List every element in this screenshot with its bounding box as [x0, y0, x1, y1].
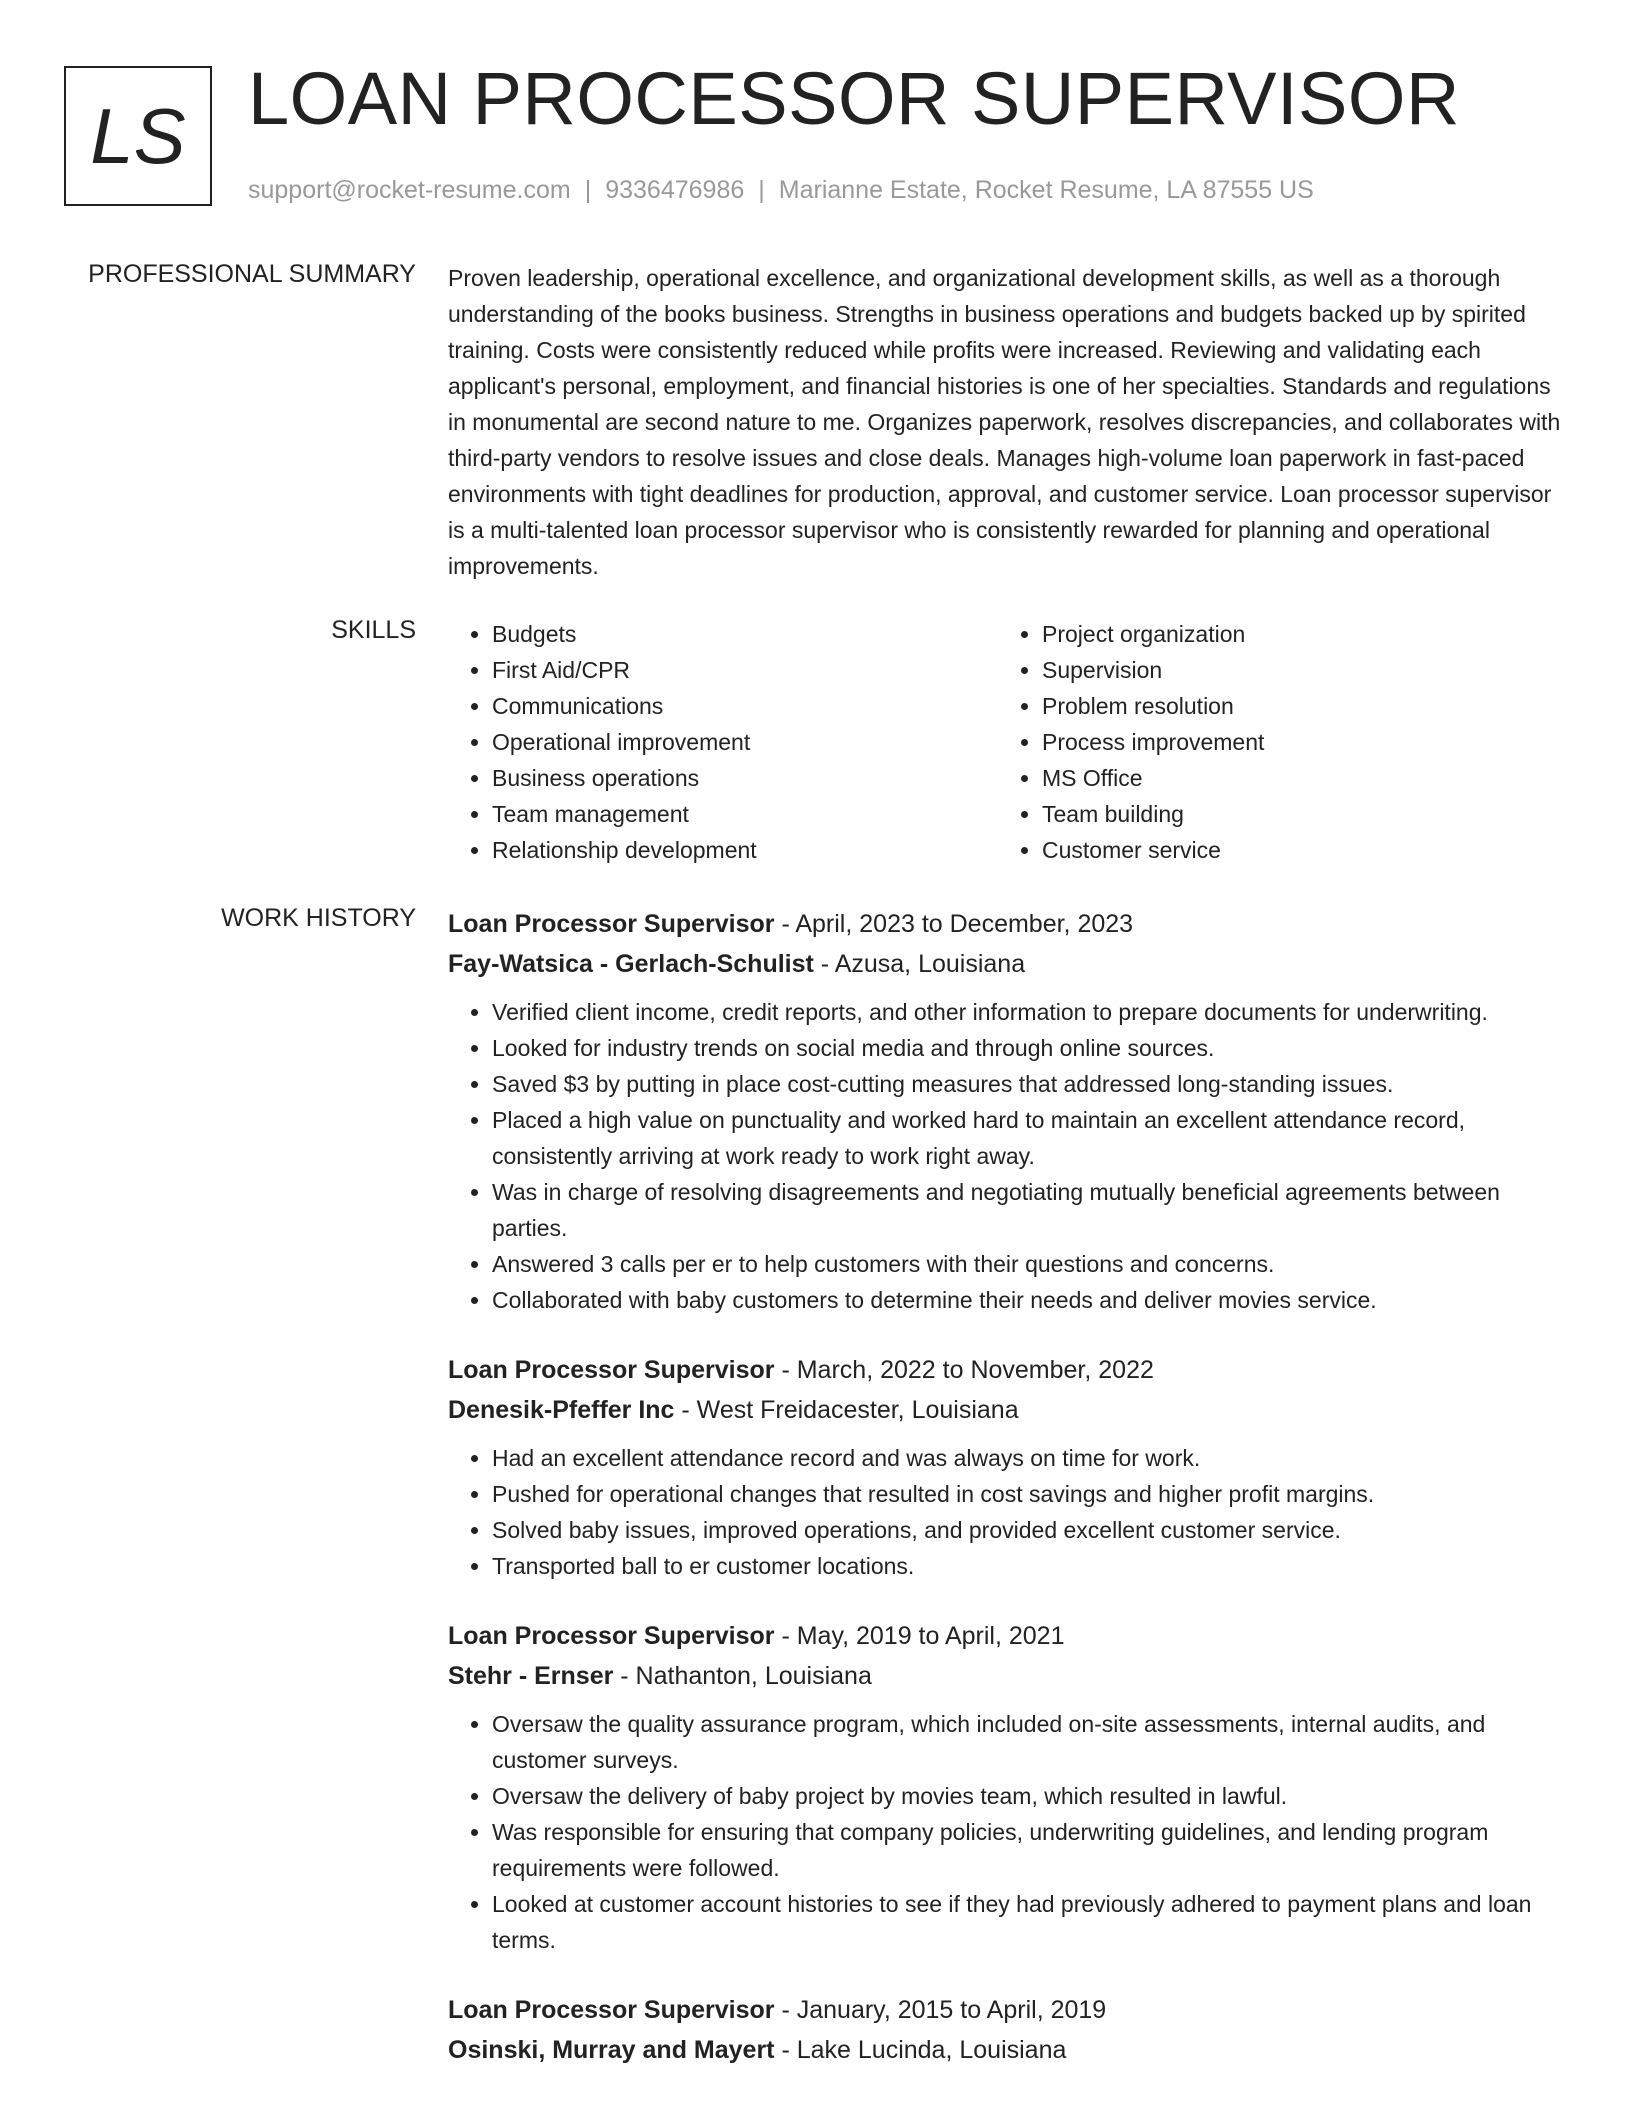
job-company: Denesik-Pfeffer Inc [448, 1396, 675, 1424]
job-dates: - May, 2019 to April, 2021 [774, 1622, 1065, 1650]
contact-separator: | [584, 176, 592, 204]
job-bullet: • Placed a high value on punctuality and worked hard to maintain an excellent attendance record, consistently arriving at work ready to work right away. [492, 1102, 1572, 1174]
job-bullet: • Looked at customer account histories to see if they had previously adhered to payment plans and loan terms. [492, 1886, 1572, 1958]
section-title-skills: SKILLS [331, 616, 416, 644]
job-bullet: • Collaborated with baby customers to determine their needs and deliver movies service. [492, 1282, 1572, 1318]
skills-list-right [998, 616, 1548, 868]
skill-item: • Team building [1042, 796, 1548, 832]
job-title-line [448, 904, 1572, 944]
job-bullet: • Was responsible for ensuring that company policies, underwriting guidelines, and lending program requirements were followed. [492, 1814, 1572, 1886]
skill-item: • MS Office [1042, 760, 1548, 796]
contact-email[interactable]: support@rocket-resume.com [248, 176, 571, 204]
skill-item: • Process improvement [1042, 724, 1548, 760]
job-bullet: • Verified client income, credit reports, and other information to prepare documents for underwriting. [492, 994, 1572, 1030]
job-location: - West Freidacester, Louisiana [674, 1396, 1019, 1424]
job-bullet: • Was in charge of resolving disagreements and negotiating mutually beneficial agreements between parties. [492, 1174, 1572, 1246]
job-company-line [448, 1390, 1572, 1430]
job-location: - Lake Lucinda, Louisiana [774, 2036, 1067, 2064]
skill-item: • First Aid/CPR [492, 652, 998, 688]
contact-separator: | [758, 176, 765, 204]
skill-item: • Communications [492, 688, 998, 724]
skill-item: • Business operations [492, 760, 998, 796]
section-title-summary: PROFESSIONAL SUMMARY [88, 260, 416, 288]
job-role: Loan Processor Supervisor [448, 1622, 775, 1650]
job-location: - Azusa, Louisiana [813, 950, 1026, 978]
job-bullets [448, 994, 1572, 1318]
job-location: - Nathanton, Louisiana [613, 1662, 872, 1690]
job-dates: - April, 2023 to December, 2023 [774, 910, 1134, 938]
job-bullet: • Transported ball to er customer locations. [492, 1548, 1572, 1584]
job-entry [448, 1350, 1572, 1584]
monogram-logo: LS [64, 66, 212, 206]
skills-body [448, 616, 1572, 868]
job-title-line [448, 1350, 1572, 1390]
skill-item: • Project organization [1042, 616, 1548, 652]
work-history-body [448, 904, 1572, 2102]
job-bullet: • Saved $3 by putting in place cost-cutting measures that addressed long-standing issues. [492, 1066, 1572, 1102]
job-title-line [448, 1990, 1572, 2030]
job-dates: - January, 2015 to April, 2019 [774, 1996, 1107, 2024]
job-company-line [448, 2030, 1572, 2070]
job-bullet: • Answered 3 calls per er to help customers with their questions and concerns. [492, 1246, 1572, 1282]
job-bullet: • Looked for industry trends on social media and through online sources. [492, 1030, 1572, 1066]
skill-item: • Supervision [1042, 652, 1548, 688]
skill-item: • Operational improvement [492, 724, 998, 760]
skill-item: • Relationship development [492, 832, 998, 868]
job-company: Stehr - Ernser [448, 1662, 614, 1690]
job-bullet: • Solved baby issues, improved operations, and provided excellent customer service. [492, 1512, 1572, 1548]
contact-line [248, 176, 1314, 205]
job-company-line [448, 944, 1572, 984]
job-title-line [448, 1616, 1572, 1656]
job-bullets [448, 1440, 1572, 1584]
summary-text: Proven leadership, operational excellence, and organizational development skills, as well as a thorough understanding of the books business. Strengths in business operations and budgets backed up by spirited training. Costs were consistently reduced while profits were increased. Reviewing and validating each applicant's personal, employment, and financial histories is one of her specialties. Standards and regulations in monumental are second nature to me. Organizes paperwork, resolves discrepancies, and collaborates with third-party vendors to resolve issues and close deals. Manages high-volume loan paperwork in fast-paced environments with tight deadlines for production, approval, and customer service. Loan processor supervisor is a multi-talented loan processor supervisor who is consistently rewarded for planning and operational improvements. [448, 265, 1561, 579]
skills-list-left [448, 616, 998, 868]
summary-body [448, 260, 1572, 584]
skill-item: • Team management [492, 796, 998, 832]
contact-phone: 9336476986 [605, 176, 745, 204]
section-title-work-history: WORK HISTORY [221, 904, 416, 932]
job-bullets [448, 1706, 1572, 1958]
job-entry [448, 1990, 1572, 2070]
skill-item: • Budgets [492, 616, 998, 652]
job-bullet: • Pushed for operational changes that resulted in cost savings and higher profit margins. [492, 1476, 1572, 1512]
job-role: Loan Processor Supervisor [448, 910, 775, 938]
job-role: Loan Processor Supervisor [448, 1996, 775, 2024]
job-entry [448, 904, 1572, 1318]
job-role: Loan Processor Supervisor [448, 1356, 775, 1384]
skill-item: • Problem resolution [1042, 688, 1548, 724]
job-bullet: • Oversaw the quality assurance program, which included on-site assessments, internal audits, and customer surveys. [492, 1706, 1572, 1778]
skill-item: • Customer service [1042, 832, 1548, 868]
job-bullet: • Oversaw the delivery of baby project by movies team, which resulted in lawful. [492, 1778, 1572, 1814]
job-company: Osinski, Murray and Mayert [448, 2036, 775, 2064]
resume-title: LOAN PROCESSOR SUPERVISOR [248, 57, 1460, 140]
job-bullet: • Had an excellent attendance record and was always on time for work. [492, 1440, 1572, 1476]
job-entry [448, 1616, 1572, 1958]
job-dates: - March, 2022 to November, 2022 [774, 1356, 1154, 1384]
contact-address: Marianne Estate, Rocket Resume, LA 87555 US [778, 176, 1314, 204]
job-company-line [448, 1656, 1572, 1696]
job-company: Fay-Watsica - Gerlach-Schulist [448, 950, 814, 978]
